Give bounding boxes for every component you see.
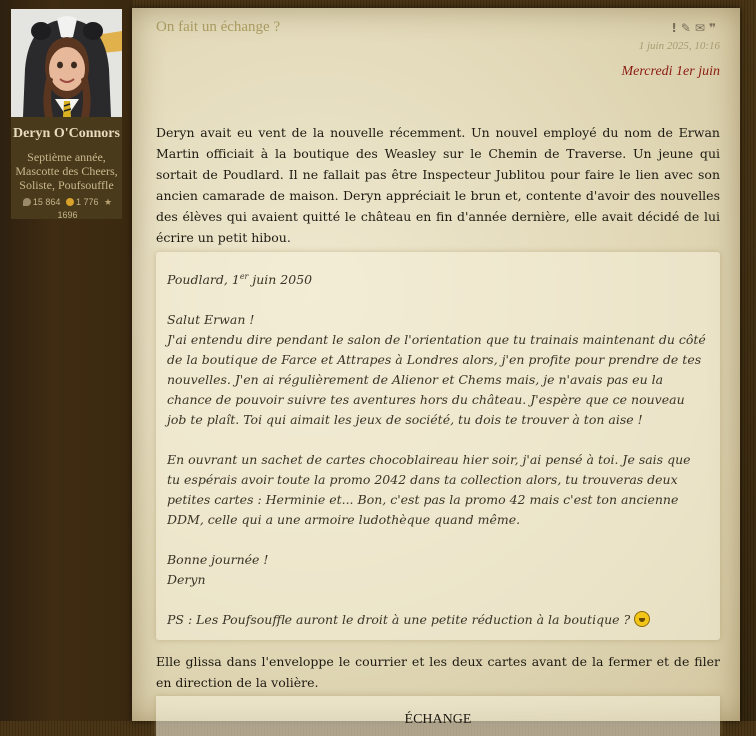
- username[interactable]: Deryn O'Connors: [13, 126, 120, 141]
- post-date: 1 juin 2025, 10:16: [638, 40, 720, 52]
- avatar-illustration: [11, 9, 122, 117]
- smiley-icon: [634, 611, 650, 627]
- letter-content: [167, 267, 707, 630]
- letter-greeting: Salut Erwan !: [167, 312, 255, 328]
- letter-date: juin 2050: [248, 272, 313, 288]
- exclamation-icon[interactable]: !: [671, 21, 681, 35]
- post-title[interactable]: On fait un échange ?: [156, 19, 281, 35]
- messages-count: 15 864: [32, 197, 61, 207]
- rank-line: Mascotte des Cheers,: [15, 164, 118, 178]
- star-icon: ★: [104, 197, 113, 207]
- user-stats: [15, 196, 120, 222]
- gallions-count: 1 776: [75, 197, 99, 207]
- letter-ps: [167, 610, 707, 630]
- outro-paragraph: Elle glissa dans l'enveloppe le courrier et les deux cartes avant de la fermer et de filer en direction de la volière.: [156, 654, 720, 690]
- letter-place-date: [167, 267, 707, 290]
- letter-paragraph: En ouvrant un sachet de cartes chocoblaireau hier soir, j'ai pensé à toi. Je sais que tu espérais avoir toute la promo 2042 dans ta collection alors, tu trouveras deux petites cartes : Herminie et... Bon, c'est pas la promo 42 mais c'est ton ancienne DDM, celle qui a une armoire ludothèque quand même.: [167, 452, 691, 528]
- letter-paragraph: J'ai entendu dire pendant le salon de l'orientation que tu trainais maintenant du côté de la boutique de Farce et Attrapes à Londres alors, j'en profite pour prendre de tes nouvelles. J'en ai régulièrement de Alienor et Chems mais, je n'avais pas eu la chance de pouvoir suivre tes aventures hors du château. J'espère que ce nouveau job te plaît. Toi qui aimait les jeux de société, tu dois te trouver à ton aise !: [167, 332, 706, 428]
- messages-icon: [23, 198, 31, 206]
- rank-line: Septième année,: [27, 150, 106, 164]
- points-count: 1696: [57, 210, 78, 220]
- rank-line: Soliste, Poufsouffle: [19, 178, 114, 192]
- letter-ps-text: PS : Les Poufsouffle auront le droit à une petite réduction à la boutique ?: [167, 612, 631, 628]
- letter-place: Poudlard, 1: [167, 272, 240, 288]
- post-day-label: Mercredi 1er juin: [621, 64, 720, 79]
- exchange-title: ÉCHANGE: [404, 712, 472, 727]
- letter-closing: Bonne journée !: [167, 552, 269, 568]
- avatar[interactable]: [11, 9, 122, 117]
- intro-paragraph: Deryn avait eu vent de la nouvelle récemment. Un nouvel employé du nom de Erwan Martin officiait à la boutique des Weasley sur le Chemin de Traverse. Un jeune qui sortait de Poudlard. Il ne fallait pas être Inspecteur Jublitou pour faire le lien avec son ancien camarade de maison. Deryn appréciait le brun et, contente d'avoir des nouvelles des élèves qui avaient quitté le château en fin d'année dernière, elle avait décidé de lui écrire un petit hibou.: [156, 125, 720, 245]
- profile-card: [11, 9, 122, 219]
- letter-signature: Deryn: [167, 572, 206, 588]
- post-actions: [671, 21, 720, 35]
- pencil-icon[interactable]: ✎: [680, 21, 695, 35]
- user-rank: [11, 150, 122, 192]
- envelope-icon[interactable]: ✉: [694, 21, 709, 35]
- post: [132, 8, 740, 727]
- letter-box: [156, 252, 720, 640]
- quote-icon[interactable]: ❞: [708, 21, 720, 35]
- exchange-box: [156, 696, 720, 736]
- left-column: [0, 0, 132, 721]
- gallions-icon: [66, 198, 74, 206]
- letter-date-sup: er: [239, 272, 249, 281]
